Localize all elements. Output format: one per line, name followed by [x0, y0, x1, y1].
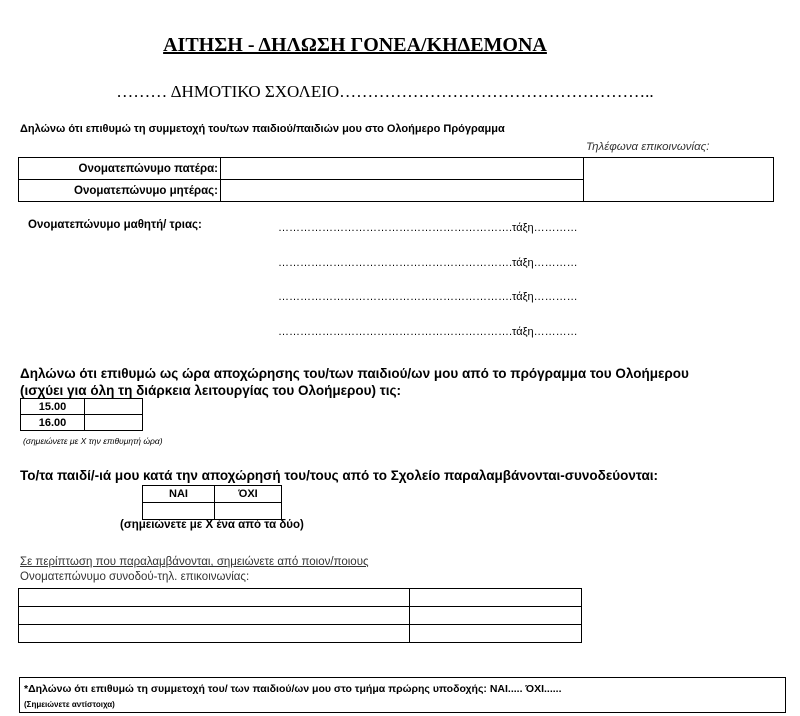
father-label: Ονοματεπώνυμο πατέρα:: [19, 158, 221, 180]
escort-name-field[interactable]: [19, 589, 410, 607]
escort-phone-field[interactable]: [410, 625, 582, 643]
time-option: 16.00: [21, 415, 85, 431]
yes-checkbox[interactable]: [143, 503, 215, 520]
departure-question-line2: (ισχύει για όλη τη διάρκεια λειτουργίας του Ολοήμερου) τις:: [20, 383, 402, 398]
early-reception-box: [19, 677, 786, 713]
early-reception-note: (Σημειώνετε αντίστοιχα): [24, 700, 115, 709]
father-name-field[interactable]: [221, 158, 584, 180]
escort-name-field[interactable]: [19, 607, 410, 625]
escort-phone-field[interactable]: [410, 589, 582, 607]
early-reception-text[interactable]: *Δηλώνω ότι επιθυμώ τη συμμετοχή του/ των παιδιού/ων μου στο τμήμα πρώρης υποδοχής: ΝΑΙ..... ΌΧΙ......: [24, 683, 562, 695]
departure-note: (σημειώνετε με Χ την επιθυμητή ώρα): [23, 436, 163, 446]
departure-question: [20, 365, 689, 399]
phones-label: Τηλέφωνα επικοινωνίας:: [586, 141, 710, 153]
time-checkbox[interactable]: [85, 399, 143, 415]
escort-phone-field[interactable]: [410, 607, 582, 625]
student-label: Ονοματεπώνυμο μαθητή/ τριας:: [28, 219, 202, 231]
pickup-question: Το/τα παιδί/-ιά μου κατά την αποχώρησή του/τους από το Σχολείο παραλαμβάνονται-συνοδεύονται:: [20, 468, 659, 483]
pickup-note: (σημειώνετε με Χ ένα από τα δύο): [120, 519, 304, 531]
form-title: ΑΙΤΗΣΗ - ΔΗΛΩΣΗ ΓΟΝΕΑ/ΚΗΔΕΜΟΝΑ: [163, 34, 547, 56]
yes-label: ΝΑΙ: [143, 486, 215, 503]
parents-table: [18, 157, 774, 202]
escort-name-field[interactable]: [19, 625, 410, 643]
departure-question-line1: Δηλώνω ότι επιθυμώ ως ώρα αποχώρησης του/των παιδιού/ων μου από το πρόγραμμα του Ολοήμερου: [20, 366, 689, 381]
escort-label: Ονοματεπώνυμο συνοδού-τηλ. επικοινωνίας:: [20, 571, 250, 583]
student-line[interactable]: ……………………………………………………….τάξη…………: [278, 291, 578, 303]
student-line[interactable]: ……………………………………………………….τάξη…………: [278, 326, 578, 338]
mother-label: Ονοματεπώνυμο μητέρας:: [19, 180, 221, 202]
escort-table: [18, 588, 582, 643]
phones-field[interactable]: [584, 158, 774, 202]
no-checkbox[interactable]: [215, 503, 282, 520]
student-line[interactable]: ……………………………………………………….τάξη…………: [278, 257, 578, 269]
time-checkbox[interactable]: [85, 415, 143, 431]
departure-times-table: [20, 398, 143, 431]
pickup-table: [142, 485, 282, 520]
escort-case-note: Σε περίπτωση που παραλαμβάνονται, σημειώνετε από ποιον/ποιους: [20, 556, 369, 568]
student-line[interactable]: ……………………………………………………….τάξη…………: [278, 222, 578, 234]
declaration-text: Δηλώνω ότι επιθυμώ τη συμμετοχή του/των παιδιού/παιδιών μου στο Ολοήμερο Πρόγραμμα: [20, 123, 505, 135]
no-label: ΌΧΙ: [215, 486, 282, 503]
time-option: 15.00: [21, 399, 85, 415]
school-line: ……… ΔΗΜΟΤΙΚΟ ΣΧΟΛΕΙΟ………………………………………………..: [116, 82, 654, 101]
mother-name-field[interactable]: [221, 180, 584, 202]
